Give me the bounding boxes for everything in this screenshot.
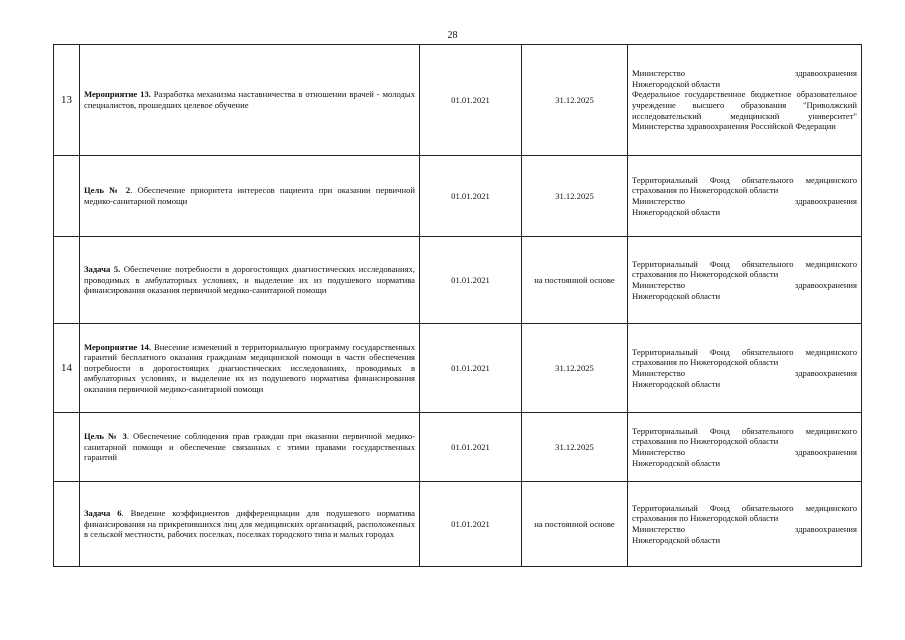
executor-fund: Территориальный Фонд обязательного медицинского страхования по Нижегородской области — [632, 258, 857, 280]
row-title-bold: Задача 6 — [84, 508, 122, 519]
table-row — [54, 156, 862, 237]
executor-ministry: Министерство здравоохранения — [632, 447, 857, 457]
row-number — [54, 156, 80, 237]
end-date: 31.12.2025 — [522, 45, 628, 156]
table-row — [54, 482, 862, 567]
end-date: 31.12.2025 — [522, 156, 628, 237]
executor-fund: Территориальный Фонд обязательного медицинского страхования по Нижегородской области — [632, 174, 857, 196]
executor — [628, 413, 862, 482]
end-date: 31.12.2025 — [522, 324, 628, 413]
row-number: 14 — [54, 324, 80, 413]
row-title-text: . Обеспечение приоритета интересов пациента при оказании первичной медико-санитарной помощи — [84, 185, 415, 206]
executor-region: Нижегородской области — [632, 206, 721, 217]
executor-region: Нижегородской области — [632, 378, 721, 389]
executor-region: Нижегородской области — [632, 457, 721, 468]
row-title — [80, 237, 420, 324]
start-date: 01.01.2021 — [420, 482, 522, 567]
start-date: 01.01.2021 — [420, 45, 522, 156]
row-title-bold: Мероприятие 13. — [84, 89, 151, 100]
start-date: 01.01.2021 — [420, 413, 522, 482]
table-row — [54, 45, 862, 156]
table-row — [54, 413, 862, 482]
end-date: на постоянной основе — [522, 482, 628, 567]
start-date: 01.01.2021 — [420, 237, 522, 324]
row-number — [54, 482, 80, 567]
table-row — [54, 324, 862, 413]
executor-ministry: Министерство здравоохранения — [632, 68, 857, 79]
row-title — [80, 324, 420, 413]
row-number: 13 — [54, 45, 80, 156]
row-title — [80, 45, 420, 156]
executor — [628, 45, 862, 156]
row-title-bold: Цель № 3 — [84, 431, 127, 442]
executor-ministry: Министерство здравоохранения — [632, 196, 857, 206]
row-title — [80, 482, 420, 567]
executor — [628, 156, 862, 237]
executor — [628, 324, 862, 413]
executor — [628, 482, 862, 567]
executor-fund: Территориальный Фонд обязательного медицинского страхования по Нижегородской области — [632, 502, 857, 524]
executor-region: Нижегородской области — [632, 78, 721, 89]
page-number: 28 — [447, 30, 458, 41]
table-row — [54, 237, 862, 324]
executor-ministry: Министерство здравоохранения — [632, 524, 857, 534]
row-title-text: Разработка механизма наставничества в отношении врачей - молодых специалистов, прошедших целевое обучение — [84, 89, 415, 110]
end-date: на постоянной основе — [522, 237, 628, 324]
row-number — [54, 413, 80, 482]
row-title-bold: Задача 5. — [84, 264, 121, 275]
start-date: 01.01.2021 — [420, 156, 522, 237]
action-plan-table — [53, 44, 862, 567]
row-title-text: . Введение коэффициентов дифференциации для подушевого норматива финансирования на прикрепившихся лиц для медицинских организаций, расположенных в сельской местности, рабочих поселках, поселках городского типа и малых городах — [84, 508, 415, 540]
executor — [628, 237, 862, 324]
row-title-bold: Мероприятие 14. — [84, 341, 151, 352]
row-title — [80, 413, 420, 482]
row-number — [54, 237, 80, 324]
row-title — [80, 156, 420, 237]
executor-ministry: Министерство здравоохранения — [632, 368, 857, 378]
start-date: 01.01.2021 — [420, 324, 522, 413]
executor-fund: Территориальный Фонд обязательного медицинского страхования по Нижегородской области — [632, 346, 857, 368]
executor-region: Нижегородской области — [632, 534, 721, 545]
executor-university: Федеральное государственное бюджетное образовательное учреждение высшего образования "Приволжский исследовательский медицинский университет" Министерства здравоохранения Российской Федерации — [632, 89, 857, 132]
row-title-text: Обеспечение потребности в дорогостоящих диагностических исследованиях, проводимых в амбулаторных условиях, и выделение их из подушевого норматива финансирования оказания первичной медико-санитарной помощи — [84, 264, 416, 296]
row-title-text: Внесение изменений в территориальную программу государственных гарантий бесплатного оказания гражданам медицинской помощи в части обеспечения потребности в дорогостоящих диагностических исследованиях, проводимых в амбулаторных условиях, и выделение их из подушевого норматива финансирования оказания первичной медико-санитарной помощи — [84, 341, 415, 394]
end-date: 31.12.2025 — [522, 413, 628, 482]
executor-fund: Территориальный Фонд обязательного медицинского страхования по Нижегородской области — [632, 425, 857, 447]
executor-region: Нижегородской области — [632, 290, 721, 301]
executor-ministry: Министерство здравоохранения — [632, 280, 857, 290]
row-title-text: . Обеспечение соблюдения прав граждан при оказании первичной медико-санитарной помощи и обеспечение связанных с этими правами государственных гарантий — [84, 431, 415, 463]
row-title-bold: Цель № 2 — [84, 185, 131, 196]
